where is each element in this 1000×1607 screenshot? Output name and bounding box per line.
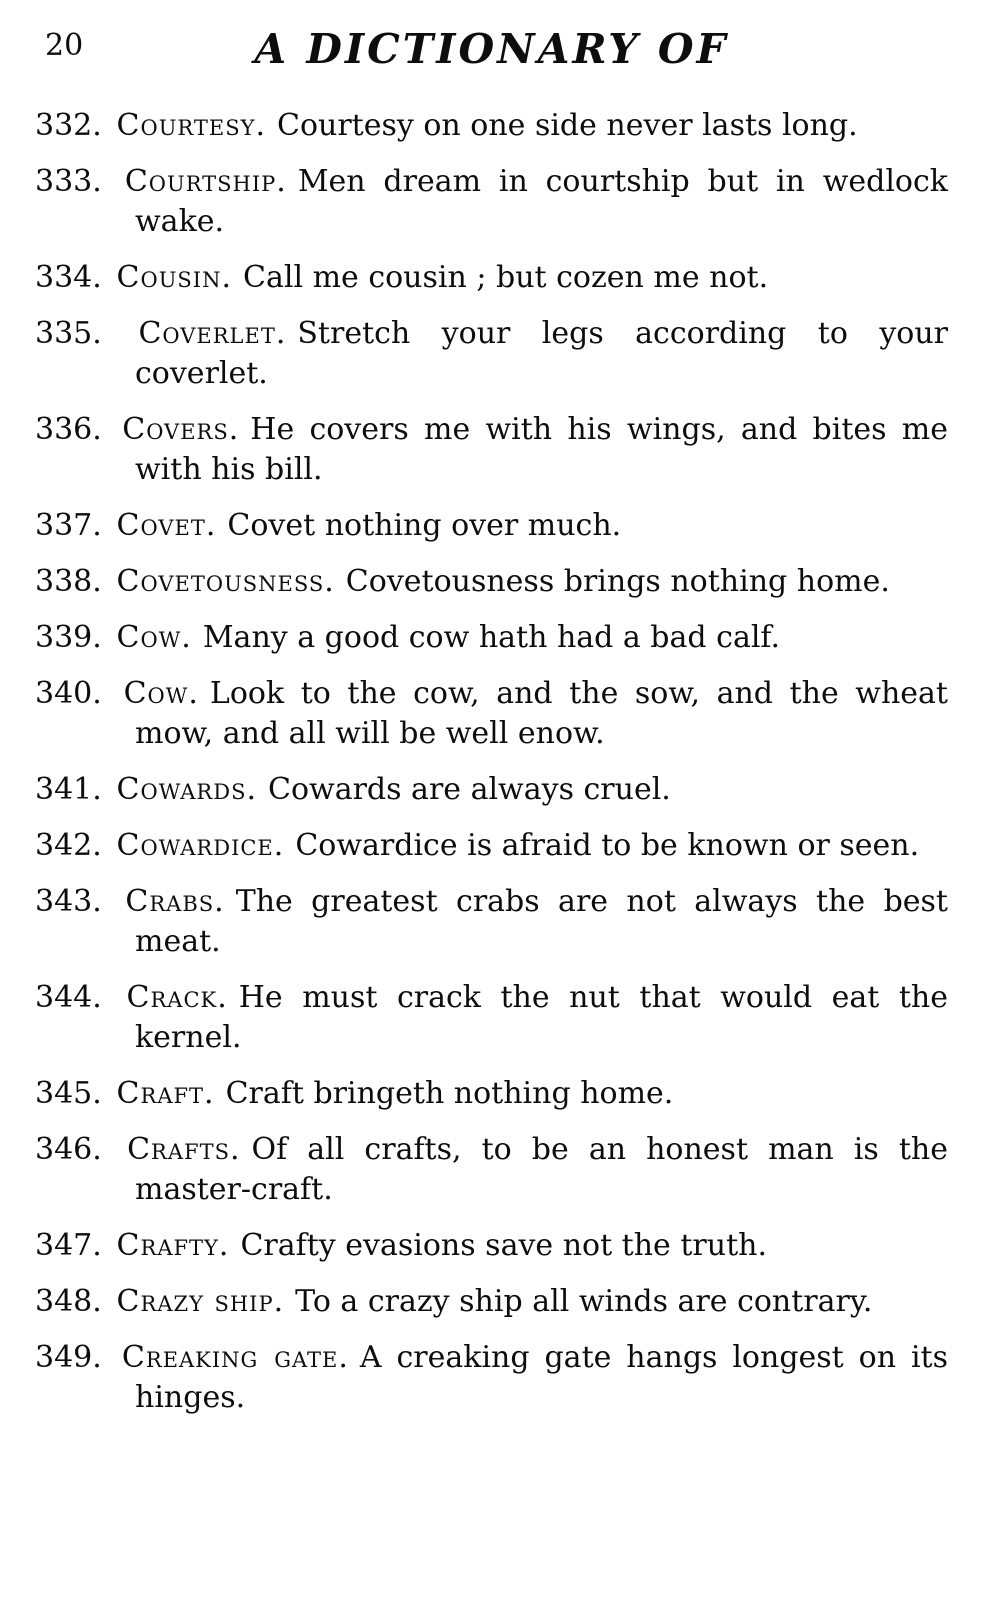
- entry-term: Crafty.: [116, 1228, 230, 1263]
- entry-term: Cow.: [116, 620, 192, 655]
- entry-number: 338.: [35, 564, 102, 599]
- entry-term: Covers.: [122, 412, 240, 447]
- entry-number: 347.: [35, 1228, 102, 1263]
- entry-number: 349.: [35, 1340, 102, 1375]
- entry-text: To a crazy ship all winds are contrary.: [295, 1284, 873, 1319]
- entry-text: Covet nothing over much.: [227, 508, 622, 543]
- entry-text: Many a good cow hath had a bad calf.: [202, 620, 780, 655]
- entry-number: 348.: [35, 1284, 102, 1319]
- entry-number: 343.: [35, 884, 102, 919]
- entry-text: Call me cousin ; but cozen me not.: [243, 260, 769, 295]
- entry-row: [35, 506, 948, 546]
- page-number: 20: [45, 28, 84, 63]
- entry-term: Cow.: [123, 676, 199, 711]
- proverb-list: [35, 106, 948, 1418]
- entry-term: Crafts.: [127, 1132, 241, 1167]
- entry-number: 345.: [35, 1076, 102, 1111]
- entry-text: Men dream in courtship but in wedlock wake.: [135, 164, 948, 239]
- entry-row: [35, 674, 948, 754]
- entry-number: 341.: [35, 772, 102, 807]
- entry-text: Look to the cow, and the sow, and the wheat mow, and all will be well enow.: [135, 676, 948, 751]
- page-header: [35, 20, 948, 78]
- entry-number: 342.: [35, 828, 102, 863]
- entry-row: [35, 1282, 948, 1322]
- entry-row: [35, 562, 948, 602]
- entry-row: [35, 1074, 948, 1114]
- entry-term: Coverlet.: [138, 316, 287, 351]
- entry-row: [35, 882, 948, 962]
- entry-term: Covetousness.: [116, 564, 335, 599]
- entry-text: Cowardice is afraid to be known or seen.: [295, 828, 920, 863]
- entry-term: Cowards.: [116, 772, 257, 807]
- entry-text: The greatest crabs are not always the best meat.: [135, 884, 948, 959]
- entry-row: [35, 826, 948, 866]
- entry-number: 340.: [35, 676, 102, 711]
- entry-number: 336.: [35, 412, 102, 447]
- entry-term: Cowardice.: [116, 828, 285, 863]
- entry-number: 334.: [35, 260, 102, 295]
- entry-row: [35, 1226, 948, 1266]
- entry-text: Courtesy on one side never lasts long.: [276, 108, 858, 143]
- page-title: A DICTIONARY OF: [254, 25, 729, 73]
- entry-term: Crazy ship.: [116, 1284, 285, 1319]
- entry-row: [35, 410, 948, 490]
- entry-number: 344.: [35, 980, 102, 1015]
- entry-text: Covetousness brings nothing home.: [345, 564, 890, 599]
- entry-row: [35, 770, 948, 810]
- entry-row: [35, 1338, 948, 1418]
- entry-row: [35, 106, 948, 146]
- entry-number: 339.: [35, 620, 102, 655]
- entry-row: [35, 1130, 948, 1210]
- entry-term: Crack.: [126, 980, 228, 1015]
- entry-text: Stretch your legs according to your coverlet.: [135, 316, 949, 391]
- entry-term: Creaking gate.: [121, 1340, 349, 1375]
- entry-row: [35, 978, 948, 1058]
- entry-number: 337.: [35, 508, 102, 543]
- entry-term: Crabs.: [125, 884, 225, 919]
- entry-text: Cowards are always cruel.: [268, 772, 671, 807]
- entry-row: [35, 162, 948, 242]
- entry-term: Craft.: [116, 1076, 215, 1111]
- entry-term: Courtesy.: [116, 108, 266, 143]
- entry-text: He must crack the nut that would eat the kernel.: [135, 980, 948, 1055]
- entry-text: Craft bringeth nothing home.: [225, 1076, 674, 1111]
- entry-number: 335.: [35, 316, 102, 351]
- entry-row: [35, 314, 948, 394]
- entry-number: 333.: [35, 164, 102, 199]
- entry-row: [35, 258, 948, 298]
- entry-number: 346.: [35, 1132, 102, 1167]
- entry-text: A creaking gate hangs longest on its hinges.: [135, 1340, 948, 1415]
- entry-term: Courtship.: [124, 164, 287, 199]
- entry-term: Cousin.: [116, 260, 233, 295]
- entry-row: [35, 618, 948, 658]
- entry-text: He covers me with his wings, and bites me with his bill.: [135, 412, 948, 487]
- entry-text: Crafty evasions save not the truth.: [240, 1228, 767, 1263]
- entry-number: 332.: [35, 108, 102, 143]
- entry-text: Of all crafts, to be an honest man is the master-craft.: [135, 1132, 948, 1207]
- entry-term: Covet.: [116, 508, 217, 543]
